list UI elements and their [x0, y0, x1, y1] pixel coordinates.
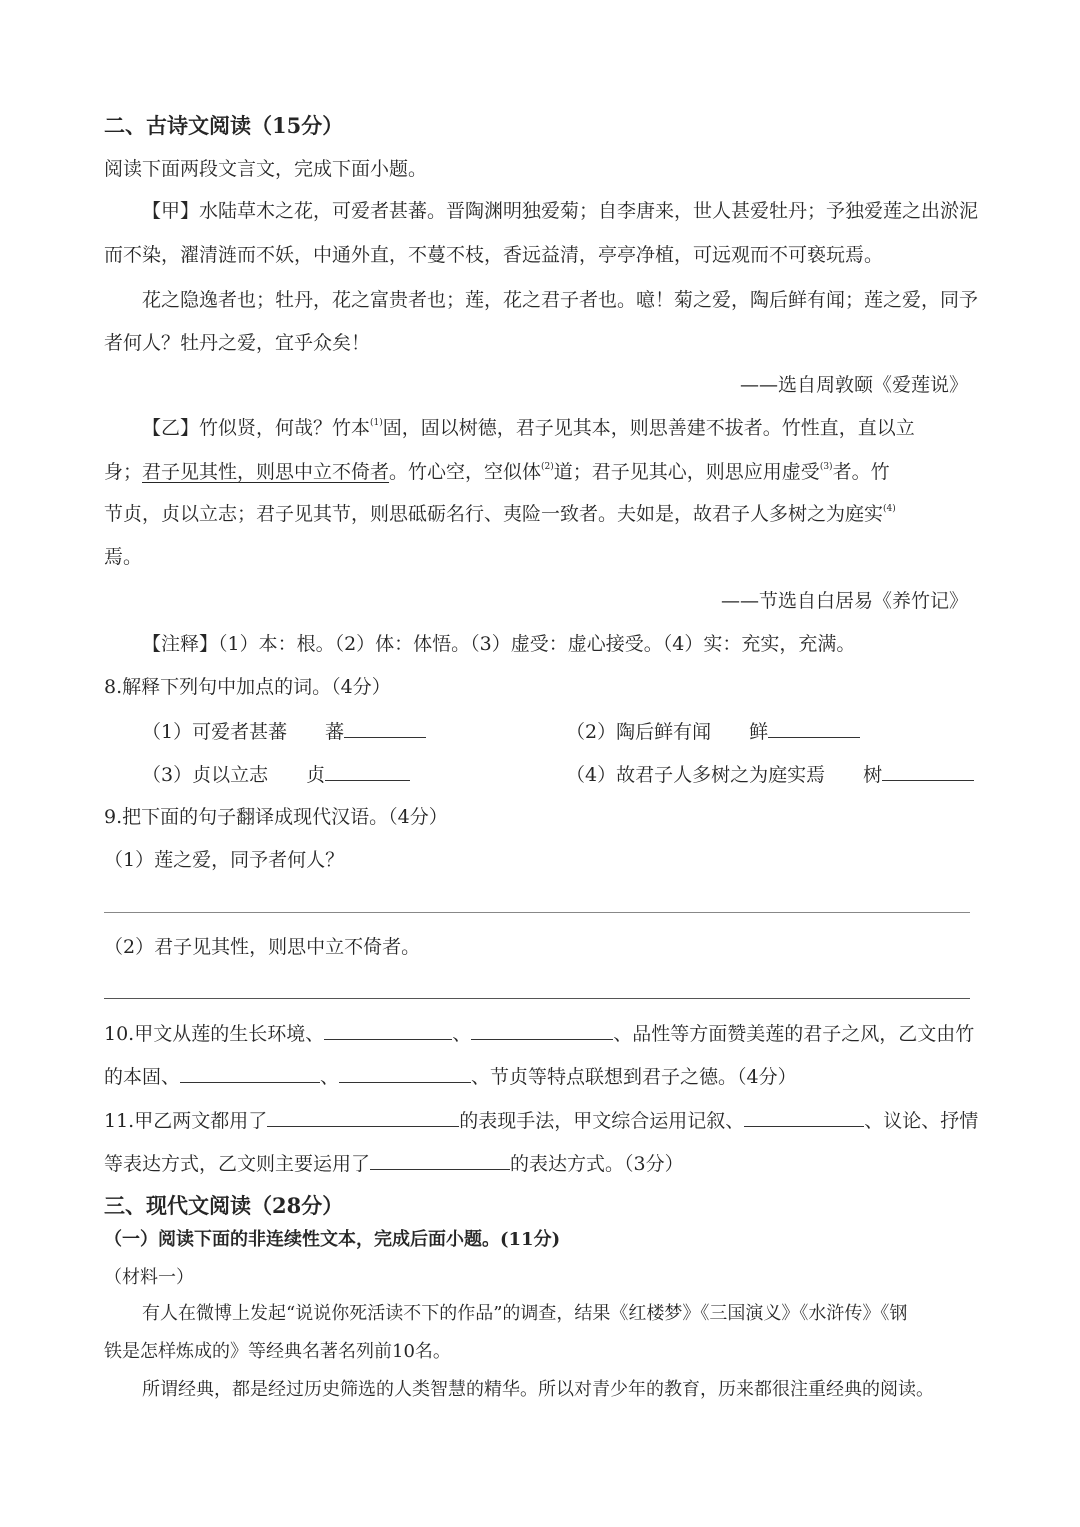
- q10-blank-1[interactable]: [324, 1021, 452, 1040]
- passage-jia-line-2: 而不染，濯清涟而不妖，中通外直，不蔓不枝，香远益清，亭亭净植，可远观而不可亵玩焉。: [104, 244, 884, 266]
- note-ref-4: (4): [883, 504, 896, 514]
- yi-text: 【乙】竹似贤，何哉？竹本: [142, 417, 371, 439]
- q11-text: 的表达方式。（3分）: [510, 1153, 684, 1175]
- question-8-title: 8.解释下列句中加点的词。（4分）: [104, 676, 391, 698]
- yi-text: 者。竹: [832, 461, 890, 483]
- question-10-line-1: [104, 1021, 974, 1046]
- q11-text: 、议论、抒情: [864, 1110, 979, 1132]
- note-ref-1: (1): [370, 418, 383, 428]
- annotations: 【注释】（1）本：根。（2）体：体悟。（3）虚受：虚心接受。（4）实：充实，充满。: [142, 633, 856, 655]
- q8-answer-blank-4[interactable]: [882, 762, 974, 781]
- q10-text: 、: [320, 1066, 340, 1088]
- yi-text: 固，固以树德，君子见其本，则思善建不拔者。竹性直，直以立: [382, 417, 915, 439]
- q11-text: 等表达方式，乙文则主要运用了: [104, 1153, 371, 1175]
- q10-text: 、节贞等特点联想到君子之德。（4分）: [471, 1066, 797, 1088]
- q8-item-2-text: （2）陶后鲜有闻 鲜: [566, 721, 769, 743]
- q10-text: 10.甲文从莲的生长环境、: [104, 1023, 325, 1045]
- passage-jia-line-3: 花之隐逸者也；牡丹，花之富贵者也；莲，花之君子者也。噫！菊之爱，陶后鲜有闻；莲之爱，同予: [142, 289, 979, 311]
- material-paragraph-1-line-2: 铁是怎样炼成的》等经典名著名列前10名。: [104, 1341, 451, 1362]
- q11-blank-3[interactable]: [370, 1151, 510, 1170]
- q8-item-1: [142, 719, 426, 744]
- q8-item-4-text: （4）故君子人多树之为庭实焉 树: [566, 764, 883, 786]
- question-11-line-2: [104, 1151, 684, 1176]
- section-title-modern: 三、现代文阅读（28分）: [104, 1193, 344, 1218]
- q10-blank-4[interactable]: [339, 1064, 471, 1083]
- question-9-title: 9.把下面的句子翻译成现代汉语。（4分）: [104, 806, 448, 828]
- material-label: （材料一）: [104, 1267, 194, 1288]
- yi-text: 身；: [104, 461, 143, 483]
- passage-yi-line-1: [142, 416, 915, 440]
- q8-item-1-text: （1）可爱者甚蕃 蕃: [142, 721, 345, 743]
- q8-item-2: [566, 719, 860, 744]
- q8-item-3: [142, 762, 410, 787]
- q8-answer-blank-2[interactable]: [768, 719, 860, 738]
- note-ref-3: (3): [819, 462, 833, 472]
- section-intro: 阅读下面两段文言文，完成下面小题。: [104, 158, 428, 180]
- q10-text: 、品性等方面赞美莲的君子之风，乙文由竹: [613, 1023, 975, 1045]
- yi-text: 。竹心空，空似体: [389, 461, 542, 483]
- passage-jia-line-4: 者何人？牡丹之爱，宜乎众矣！: [104, 332, 371, 354]
- yi-text: 节贞，贞以立志；君子见其节，则思砥砺名行、夷险一致者。夫如是，故君子人多树之为庭实: [104, 503, 884, 525]
- q11-text: 的表现手法，甲文综合运用记叙、: [459, 1110, 745, 1132]
- passage-yi-line-2: [104, 460, 890, 484]
- note-ref-2: (2): [541, 462, 554, 472]
- underlined-sentence: 君子见其性，则思中立不倚者: [142, 461, 390, 483]
- passage-yi-source: ——节选自白居易《养竹记》: [720, 590, 968, 612]
- question-10-line-2: [104, 1064, 797, 1089]
- subsection-title: （一）阅读下面的非连续性文本，完成后面小题。(11分): [104, 1229, 561, 1250]
- yi-text: 道；君子见其心，则思应用虚受: [553, 461, 820, 483]
- q9-sentence-1: （1）莲之爱，同予者何人？: [104, 849, 345, 871]
- passage-yi-line-4: 焉。: [104, 546, 143, 568]
- q10-blank-3[interactable]: [180, 1064, 320, 1083]
- passage-jia-source: ——选自周敦颐《爱莲说》: [739, 374, 968, 396]
- q10-text: 的本固、: [104, 1066, 181, 1088]
- q10-blank-2[interactable]: [471, 1021, 613, 1040]
- q9-sentence-2: （2）君子见其性，则思中立不倚者。: [104, 936, 421, 958]
- passage-yi-line-3: [104, 502, 896, 526]
- q9-answer-line-2[interactable]: [104, 998, 970, 999]
- q9-answer-line-1[interactable]: [104, 912, 970, 913]
- question-11-line-1: [104, 1108, 978, 1133]
- q8-answer-blank-3[interactable]: [325, 762, 410, 781]
- q10-text: 、: [452, 1023, 472, 1045]
- q11-blank-1[interactable]: [267, 1108, 459, 1127]
- material-paragraph-2: 所谓经典，都是经过历史筛选的人类智慧的精华。所以对青少年的教育，历来都很注重经典的阅读。: [142, 1379, 934, 1400]
- passage-jia-line-1: 【甲】水陆草木之花，可爱者甚蕃。晋陶渊明独爱菊；自李唐来，世人甚爱牡丹；予独爱莲之出淤泥: [142, 200, 979, 222]
- q8-item-3-text: （3）贞以立志 贞: [142, 764, 326, 786]
- q8-answer-blank-1[interactable]: [344, 719, 426, 738]
- material-paragraph-1-line-1: 有人在微博上发起“说说你死活读不下的作品”的调查，结果《红楼梦》《三国演义》《水浒传》《钢: [142, 1303, 908, 1324]
- q11-blank-2[interactable]: [744, 1108, 864, 1127]
- q11-text: 11.甲乙两文都用了: [104, 1110, 268, 1132]
- q8-item-4: [566, 762, 974, 787]
- section-title-classical: 二、古诗文阅读（15分）: [104, 113, 344, 138]
